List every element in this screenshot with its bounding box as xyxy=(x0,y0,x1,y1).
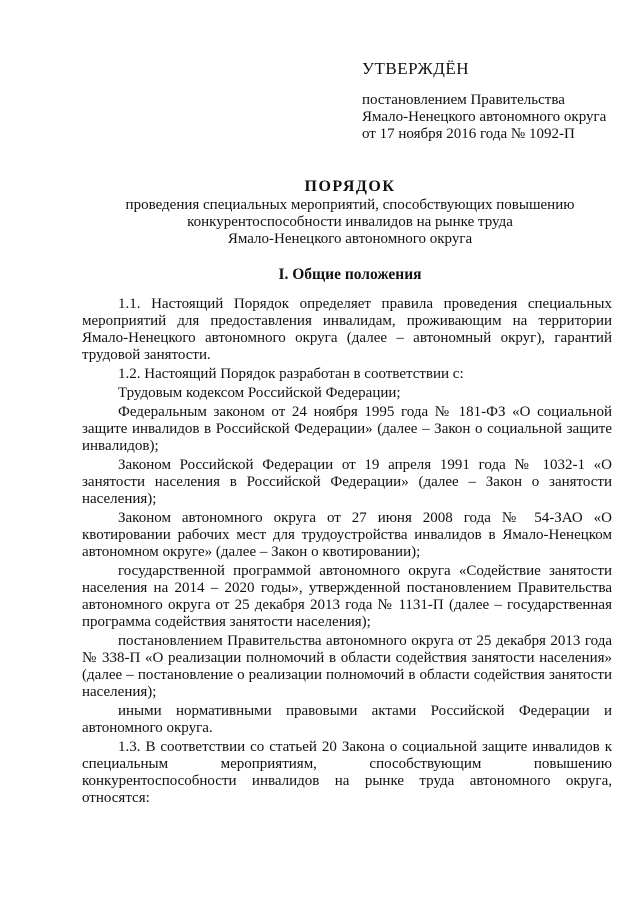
paragraph: 1.3. В соответствии со статьей 20 Закона о социальной защите инвалидов к специальным мероприятиям, способствующим повышению конкурентоспособности инвалидов на рынке труда автономного округа, относятся: xyxy=(82,739,612,806)
paragraph: иными нормативными правовыми актами Российской Федерации и автономного округа. xyxy=(82,703,612,736)
paragraph: Законом автономного округа от 27 июня 2008 года № 54-ЗАО «О квотировании рабочих мест для трудоустройства инвалидов в Ямало-Ненецком автономном округе» (далее – Закон о квотировании); xyxy=(82,510,612,560)
approval-stamp xyxy=(362,60,612,143)
approval-line-3: от 17 ноября 2016 года № 1092-П xyxy=(362,126,575,142)
title-line-3: Ямало-Ненецкого автономного округа xyxy=(227,231,473,247)
approval-line-2: Ямало-Ненецкого автономного округа xyxy=(362,109,607,125)
document-body xyxy=(82,296,612,809)
paragraph: Трудовым кодексом Российской Федерации; xyxy=(118,385,401,401)
paragraph: Федеральным законом от 24 ноября 1995 года № 181-ФЗ «О социальной защите инвалидов в Российской Федерации» (далее – Закон о социальной защите инвалидов); xyxy=(82,404,612,454)
title-main: ПОРЯДОК xyxy=(304,178,396,195)
paragraph: 1.1. Настоящий Порядок определяет правила проведения специальных мероприятий для предоставления инвалидам, проживающим на территории Ямало-Ненецкого автономного округа (далее – автономный округ), гарантий трудовой занятости. xyxy=(82,296,612,363)
approval-line-1: постановлением Правительства xyxy=(362,92,565,108)
paragraph: 1.2. Настоящий Порядок разработан в соответствии с: xyxy=(118,366,464,382)
paragraph: государственной программой автономного округа «Содействие занятости населения на 2014 – 2020 годы», утвержденной постановлением Правительства автономного округа от 25 декабря 2013 года № 1131-П (далее – государственная программа содействия занятости населения); xyxy=(82,563,612,630)
document-title xyxy=(80,178,620,248)
section-heading: I. Общие положения xyxy=(278,266,422,283)
title-line-1: проведения специальных мероприятий, способствующих повышению xyxy=(125,197,575,213)
paragraph: Законом Российской Федерации от 19 апреля 1991 года № 1032-1 «О занятости населения в Российской Федерации» (далее – Закон о занятости населения); xyxy=(82,457,612,507)
title-line-2: конкурентоспособности инвалидов на рынке труда xyxy=(187,214,513,230)
approved-label: УТВЕРЖДЁН xyxy=(362,59,469,78)
paragraph: постановлением Правительства автономного округа от 25 декабря 2013 года № 338-П «О реализации полномочий в области содействия занятости населения» (далее – постановление о реализации полномочий в области содействия занятости населения); xyxy=(82,633,612,700)
